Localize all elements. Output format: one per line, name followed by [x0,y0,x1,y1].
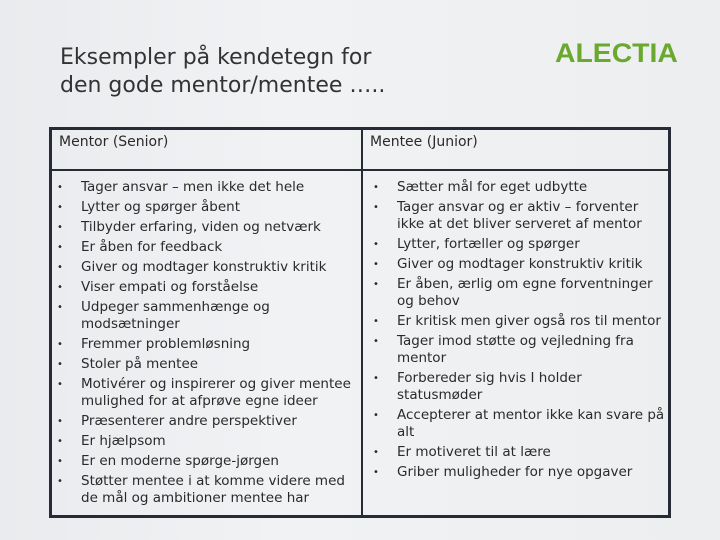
mentor-list-item: • Viser empati og forståelse [52,279,361,296]
mentor-list-item: • Er åben for feedback [52,239,361,256]
mentor-list-item: • Er en moderne spørge-jørgen [52,453,361,470]
mentor-list-item: • Stoler på mentee [52,356,361,373]
mentor-list-item: • Motivérer og inspirerer og giver mentee mulighed for at afprøve egne ideer [52,376,361,410]
mentor-list-item: • Fremmer problemløsning [52,336,361,353]
title-line-2: den gode mentor/mentee ….. [60,73,386,98]
title-line-1: Eksempler på kendetegn for [60,45,372,70]
mentee-list-item: • Forbereder sig hvis I holder statusmøder [368,370,668,404]
mentor-list-item: • Tilbyder erfaring, viden og netværk [52,219,361,236]
mentee-list-item: • Griber muligheder for nye opgaver [368,464,668,481]
mentor-list-item: • Giver og modtager konstruktiv kritik [52,259,361,276]
mentee-list-item: • Sætter mål for eget udbytte [368,179,668,196]
header-mentor: Mentor (Senior) [51,129,363,171]
alectia-logo: ALECTIA [555,38,678,68]
mentor-list-item: • Lytter og spørger åbent [52,199,361,216]
mentor-list [52,171,361,507]
mentee-list-item: • Er åben, ærlig om egne forventninger og behov [368,276,668,310]
mentee-list-item: • Giver og modtager konstruktiv kritik [368,256,668,273]
mentee-list-item: • Er kritisk men giver også ros til mentor [368,313,668,330]
mentor-list-item: • Udpeger sammenhænge og modsætninger [52,299,361,333]
mentor-list-item: • Præsenterer andre perspektiver [52,413,361,430]
slide-title [60,44,385,100]
mentee-list-item: • Lytter, fortæller og spørger [368,236,668,253]
mentee-list-item: • Accepterer at mentor ikke kan svare på alt [368,407,668,441]
comparison-table [49,127,671,518]
mentee-list [363,171,668,481]
mentee-list-item: • Er motiveret til at lære [368,444,668,461]
mentee-list-item: • Tager imod støtte og vejledning fra mentor [368,333,668,367]
mentor-list-item: • Tager ansvar – men ikke det hele [52,179,361,196]
header-mentee: Mentee (Junior) [362,129,670,171]
mentee-list-item: • Tager ansvar og er aktiv – forventer ikke at det bliver serveret af mentor [368,199,668,233]
mentor-list-item: • Støtter mentee i at komme videre med de mål og ambitioner mentee har [52,473,361,507]
mentor-list-item: • Er hjælpsom [52,433,361,450]
